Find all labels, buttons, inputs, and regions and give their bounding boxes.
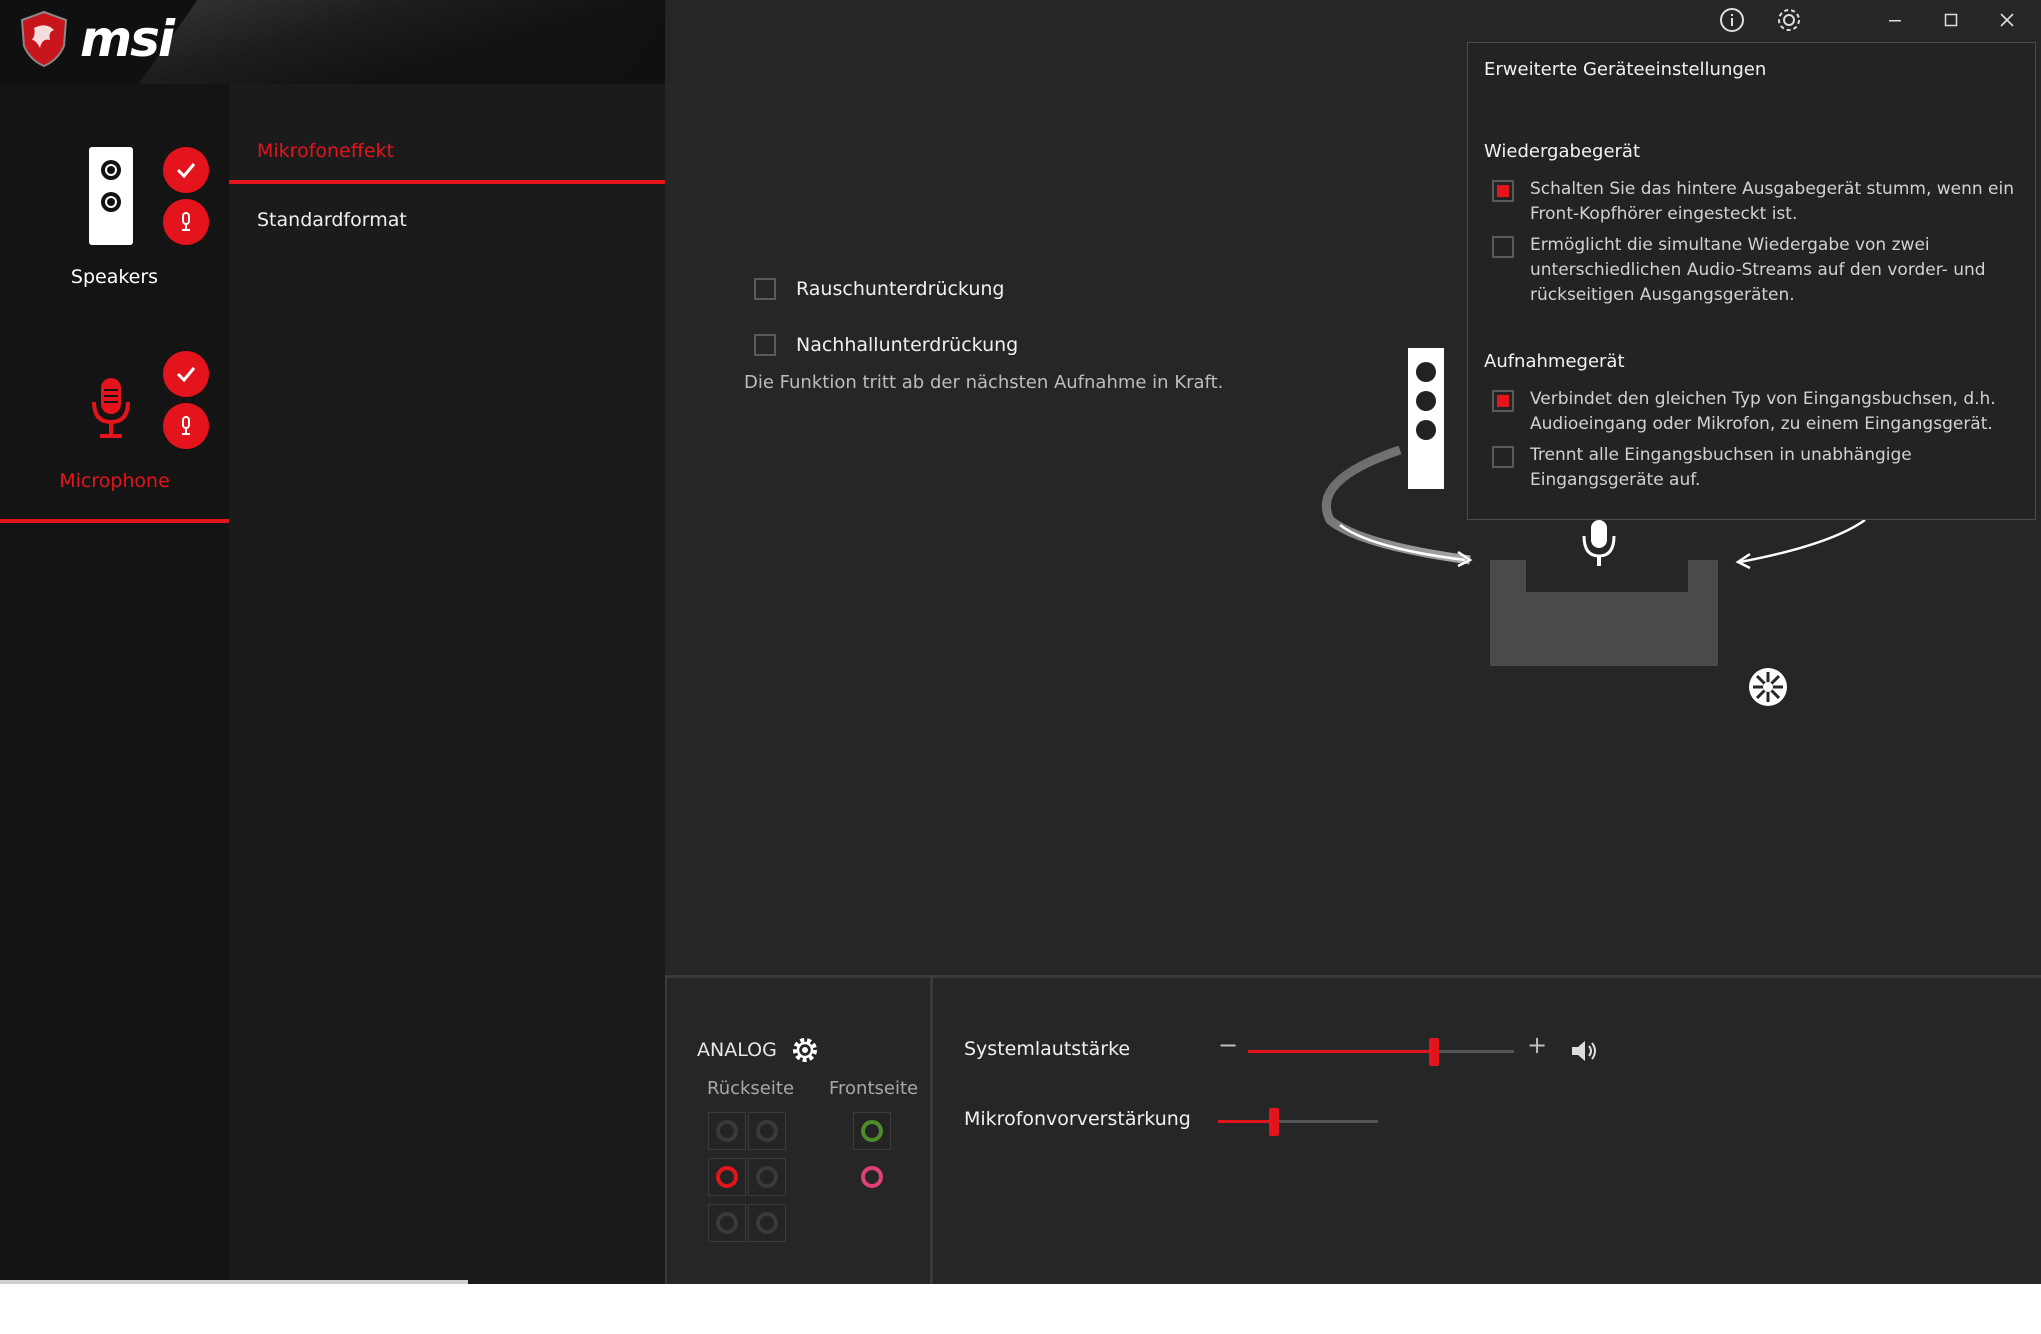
system-volume-label: Systemlautstärke [964, 1038, 1131, 1060]
playback-option-multistream[interactable]: Ermöglicht die simultane Wiedergabe von zwei unterschiedlichen Audio-Streams auf den vorder- und rückseitigen Ausgangsgeräten. [1492, 233, 2022, 308]
rear-jack[interactable] [748, 1112, 786, 1150]
rear-jack[interactable] [748, 1204, 786, 1242]
option-rauschunterdrueckung[interactable]: Rauschunterdrückung [754, 278, 1004, 300]
default-comm-mic-icon[interactable] [163, 403, 209, 449]
rear-label: Rückseite [707, 1078, 795, 1099]
option-nachhallunterdrueckung[interactable]: Nachhallunterdrückung [754, 334, 1018, 356]
rear-jack-mic-active[interactable] [708, 1158, 746, 1196]
echo-cancellation-checkbox[interactable] [754, 334, 776, 356]
front-jack-mic[interactable] [853, 1158, 891, 1196]
volume-increase-button[interactable]: + [1527, 1031, 1548, 1059]
msi-logo: msi [18, 10, 173, 68]
mic-boost-label: Mikrofonvorverstärkung [964, 1108, 1191, 1130]
mute-rear-checkbox[interactable] [1492, 180, 1514, 202]
analog-title: ANALOG [697, 1039, 777, 1061]
noise-suppression-checkbox[interactable] [754, 278, 776, 300]
recording-heading: Aufnahmegerät [1484, 351, 1625, 372]
desktop-background [0, 1284, 2041, 1334]
close-icon[interactable] [1991, 4, 2023, 36]
analog-settings-gear-icon[interactable] [791, 1036, 819, 1064]
recording-option-combine[interactable]: Verbindet den gleichen Typ von Eingangsbuchsen, d.h. Audioeingang oder Mikrofon, zu einem Eingangsgerät. [1492, 387, 2022, 437]
default-device-check-icon[interactable] [163, 351, 209, 397]
panel-title: Erweiterte Geräteeinstellungen [1484, 59, 1767, 80]
rear-jack[interactable] [748, 1158, 786, 1196]
front-jack-headphone[interactable] [853, 1112, 891, 1150]
system-volume-slider[interactable] [1248, 1050, 1514, 1053]
recording-option-separate[interactable]: Trennt alle Eingangsbuchsen in unabhängige Eingangsgeräte auf. [1492, 443, 2022, 493]
active-tab-indicator [229, 180, 665, 184]
system-volume-thumb[interactable] [1429, 1038, 1439, 1066]
maximize-icon[interactable] [1935, 4, 1967, 36]
mic-boost-thumb[interactable] [1269, 1108, 1279, 1136]
analog-jack-panel [665, 978, 933, 1284]
front-label: Frontseite [829, 1078, 919, 1099]
minimize-icon[interactable] [1879, 4, 1911, 36]
multistream-checkbox[interactable] [1492, 236, 1514, 258]
speaker-icon [88, 146, 134, 246]
speaker-volume-icon[interactable] [1570, 1039, 1600, 1063]
volume-decrease-button[interactable]: − [1218, 1031, 1239, 1059]
playback-option-mute-rear[interactable]: Schalten Sie das hintere Ausgabegerät stumm, wenn ein Front-Kopfhörer eingesteckt ist. [1492, 177, 2022, 227]
tab-standardformat[interactable]: Standardformat [257, 209, 407, 231]
tab-sidebar [229, 84, 665, 1284]
playback-heading: Wiedergabegerät [1484, 141, 1641, 162]
advanced-device-settings-panel [1467, 42, 2036, 520]
tab-mikrofoneffekt[interactable]: Mikrofoneffekt [257, 140, 394, 162]
gear-icon[interactable] [1773, 4, 1805, 36]
microphone-icon [88, 376, 134, 440]
device-label-speakers: Speakers [70, 266, 159, 288]
default-device-check-icon[interactable] [163, 147, 209, 193]
rear-jack[interactable] [708, 1204, 746, 1242]
dragon-shield-icon [18, 10, 70, 68]
rear-jack[interactable] [708, 1112, 746, 1150]
header-band [0, 0, 665, 84]
info-icon[interactable] [1716, 4, 1748, 36]
active-device-indicator [0, 519, 229, 523]
default-comm-mic-icon[interactable] [163, 199, 209, 245]
effect-hint-text: Die Funktion tritt ab der nächsten Aufnahme in Kraft. [744, 372, 1224, 393]
mic-boost-slider[interactable] [1218, 1120, 1378, 1123]
device-label-microphone: Microphone [59, 470, 170, 492]
separate-inputs-checkbox[interactable] [1492, 446, 1514, 468]
combine-inputs-checkbox[interactable] [1492, 390, 1514, 412]
